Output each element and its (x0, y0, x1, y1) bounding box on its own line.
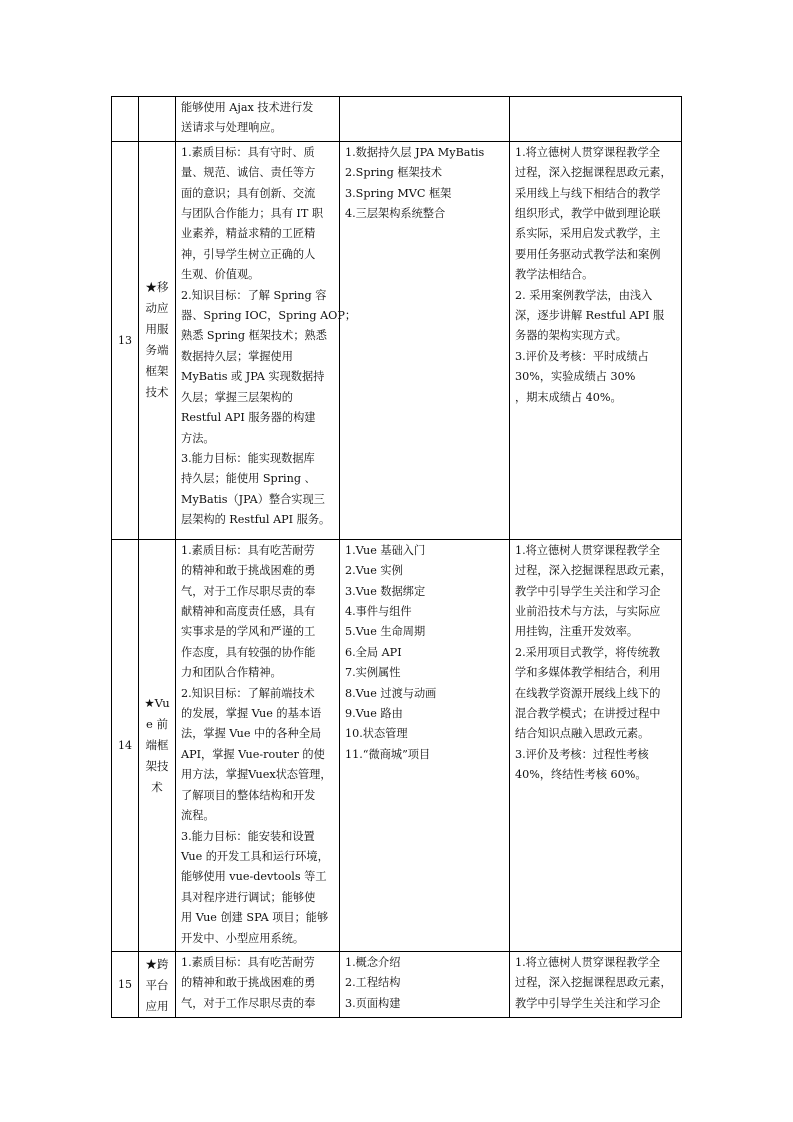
cell-line: 法，掌握 Vue 中的各种全局 (181, 727, 322, 741)
course-table-body (112, 97, 682, 1018)
cell-line: 3.评价及考核：平时成绩占 (515, 349, 649, 363)
cell-line: 过程，深入挖掘课程思政元素， (515, 976, 672, 990)
course-row (112, 539, 682, 951)
cell-line: 要用任务驱动式教学法和案例 (515, 247, 661, 261)
cell-line: ★移 (145, 280, 169, 295)
cell-line: API，掌握 Vue-router 的使 (181, 747, 325, 761)
cell-line: 1.Vue 基础入门 (345, 543, 426, 557)
teaching-method-cell (510, 539, 682, 951)
cell-line: 系实际，采用启发式教学，主 (515, 227, 661, 241)
cell-line: 动应 (145, 301, 169, 316)
teaching-goal-cell (176, 97, 340, 142)
cell-line: 10.状态管理 (345, 727, 408, 741)
teaching-content-cell (340, 97, 510, 142)
cell-line: 组织形式，教学中做到理论联 (515, 207, 661, 221)
cell-line: Restful API 服务器的构建 (181, 411, 316, 425)
cell-line: 3.Vue 数据绑定 (345, 584, 426, 598)
cell-line: 能够使用 vue-devtools 等工 (181, 870, 327, 884)
teaching-goal-cell (176, 951, 340, 1017)
cell-line: 应用 (145, 998, 169, 1013)
cell-line: MyBatis（JPA）整合实现三 (181, 492, 325, 506)
cell-line: 层架构的 Restful API 服务。 (181, 513, 331, 527)
cell-line: 混合教学模式；在讲授过程中 (515, 707, 661, 721)
cell-line: 架技 (145, 758, 169, 773)
cell-line: 与团队合作能力；具有 IT 职 (181, 207, 324, 221)
cell-line: 结合知识点融入思政元素。 (515, 727, 650, 741)
row-number-cell (112, 97, 139, 142)
course-name-cell (139, 141, 176, 539)
cell-line: ★Vu (144, 695, 170, 710)
cell-line: 采用线上与线下相结合的教学 (515, 186, 661, 200)
cell-line: 流程。 (181, 809, 215, 823)
cell-line: 平台 (145, 977, 169, 992)
cell-line: 1.数据持久层 JPA MyBatis (345, 145, 485, 159)
cell-line: 生观、价值观。 (181, 268, 260, 282)
cell-line: 在线教学资源开展线上线下的 (515, 686, 661, 700)
course-name-cell (139, 539, 176, 951)
cell-line: 作态度，具有较强的协作能 (181, 645, 316, 659)
cell-line: 器、Spring IOC，Spring AOP； (181, 309, 357, 323)
cell-line: 2.知识目标：了解前端技术 (181, 686, 315, 700)
cell-line: 数据持久层；掌握使用 (181, 349, 293, 363)
cell-line: 力和团队合作精神。 (181, 666, 282, 680)
cell-line: 40%，终结性考核 60%。 (515, 768, 647, 782)
cell-line: 神，引导学生树立正确的人 (181, 247, 316, 261)
course-name-cell (139, 951, 176, 1017)
cell-line: 4.三层架构系统整合 (345, 207, 446, 221)
cell-line: 深，逐步讲解 Restful API 服 (515, 309, 665, 323)
cell-line: 熟悉 Spring 框架技术；熟悉 (181, 329, 327, 343)
cell-line: 务端 (145, 343, 169, 358)
cell-line: 量、规范、诚信、责任等方 (181, 166, 316, 180)
cell-line: 1.素质目标：具有吃苦耐劳 (181, 955, 315, 969)
cell-line: 2.Spring 框架技术 (345, 166, 443, 180)
cell-line: 气，对于工作尽职尽责的奉 (181, 996, 316, 1010)
cell-line: 2.Vue 实例 (345, 564, 403, 578)
cell-line: 术 (151, 779, 163, 794)
cell-line: 教学法相结合。 (515, 268, 594, 282)
cell-line: 具对程序进行调试；能够使 (181, 890, 316, 904)
cell-line: 用 Vue 创建 SPA 项目；能够 (181, 911, 329, 925)
cell-line: 框架 (145, 364, 169, 379)
cell-line: 1.素质目标：具有守时、质 (181, 145, 315, 159)
teaching-content-cell (340, 539, 510, 951)
cell-line: e 前 (146, 716, 168, 731)
row-number-cell (112, 951, 139, 1017)
row-number-cell (112, 539, 139, 951)
cell-line: 了解项目的整体结构和开发 (181, 788, 316, 802)
cell-line: 4.事件与组件 (345, 605, 412, 619)
cell-line: 教学中引导学生关注和学习企 (515, 584, 661, 598)
cell-line: 6.全局 API (345, 645, 402, 659)
teaching-method-cell (510, 97, 682, 142)
cell-line: 气，对于工作尽职尽责的奉 (181, 584, 316, 598)
cell-line: 业前沿技术与方法，与实际应 (515, 605, 661, 619)
cell-line: 2.知识目标：了解 Spring 容 (181, 288, 327, 302)
cell-line: 用方法，掌握Vuex状态管理， (181, 768, 332, 782)
cell-line: 技术 (145, 385, 169, 400)
cell-line: Vue 的开发工具和运行环境， (181, 849, 329, 863)
teaching-method-cell (510, 951, 682, 1017)
cell-line: 7.实例属性 (345, 666, 401, 680)
cell-line: 开发中、小型应用系统。 (181, 931, 305, 945)
row-number: 14 (118, 738, 132, 752)
cell-line: 1.将立德树人贯穿课程教学全 (515, 145, 660, 159)
course-row (112, 141, 682, 539)
cell-line: 3.页面构建 (345, 996, 401, 1010)
teaching-goal-cell (176, 539, 340, 951)
cell-line: 业素养，精益求精的工匠精 (181, 227, 316, 241)
cell-line: 用服 (145, 322, 169, 337)
cell-line: 30%，实验成绩占 30% (515, 370, 636, 384)
cell-line: 1.概念介绍 (345, 955, 401, 969)
cell-line: 务器的架构实现方式。 (515, 329, 627, 343)
cell-line: 实事求是的学风和严谨的工 (181, 625, 316, 639)
teaching-content-cell (340, 141, 510, 539)
course-row (112, 951, 682, 1017)
row-number-cell (112, 141, 139, 539)
cell-line: MyBatis 或 JPA 实现数据持 (181, 370, 325, 384)
row-number: 15 (118, 977, 132, 991)
cell-line: 的精神和敢于挑战困难的勇 (181, 976, 316, 990)
teaching-goal-cell (176, 141, 357, 539)
cell-line: ★跨 (145, 956, 169, 971)
cell-line: 持久层；能使用 Spring 、 (181, 472, 316, 486)
cell-line: 献精神和高度责任感，具有 (181, 605, 316, 619)
cell-line: 11.“微商城”项目 (345, 747, 431, 761)
course-name-cell (139, 97, 176, 142)
cell-line: 8.Vue 过渡与动画 (345, 686, 437, 700)
cell-line: 的发展，掌握 Vue 的基本语 (181, 707, 322, 721)
cell-line: 教学中引导学生关注和学习企 (515, 996, 661, 1010)
cell-line: 3.能力目标：能安装和设置 (181, 829, 315, 843)
cell-line: 学和多媒体教学相结合，利用 (515, 666, 661, 680)
course-row (112, 97, 682, 142)
cell-line: 送请求与处理响应。 (181, 121, 282, 135)
cell-line: 1.将立德树人贯穿课程教学全 (515, 955, 660, 969)
cell-line: ，期末成绩占 40%。 (515, 390, 622, 404)
cell-line: 的精神和敢于挑战困难的勇 (181, 564, 316, 578)
cell-line: 1.素质目标：具有吃苦耐劳 (181, 543, 315, 557)
cell-line: 1.将立德树人贯穿课程教学全 (515, 543, 660, 557)
cell-line: 2.采用项目式教学，将传统教 (515, 645, 660, 659)
cell-line: 3.评价及考核：过程性考核 (515, 747, 649, 761)
cell-line: 2. 采用案例教学法，由浅入 (515, 288, 653, 302)
cell-line: 能够使用 Ajax 技术进行发 (181, 101, 314, 114)
teaching-content-cell (340, 951, 510, 1017)
cell-line: 5.Vue 生命周期 (345, 625, 426, 639)
cell-line: 3.能力目标：能实现数据库 (181, 451, 315, 465)
cell-line: 过程，深入挖掘课程思政元素， (515, 166, 672, 180)
course-table (111, 96, 682, 1018)
cell-line: 面的意识；具有创新、交流 (181, 186, 316, 200)
cell-line: 2.工程结构 (345, 976, 401, 990)
cell-line: 端框 (145, 737, 169, 752)
cell-line: 方法。 (181, 431, 215, 445)
cell-line: 3.Spring MVC 框架 (345, 186, 452, 200)
cell-line: 9.Vue 路由 (345, 707, 403, 721)
teaching-method-cell (510, 141, 682, 539)
row-number: 13 (118, 333, 132, 347)
cell-line: 用挂钩，注重开发效率。 (515, 625, 639, 639)
cell-line: 过程，深入挖掘课程思政元素， (515, 564, 672, 578)
cell-line: 久层；掌握三层架构的 (181, 390, 293, 404)
